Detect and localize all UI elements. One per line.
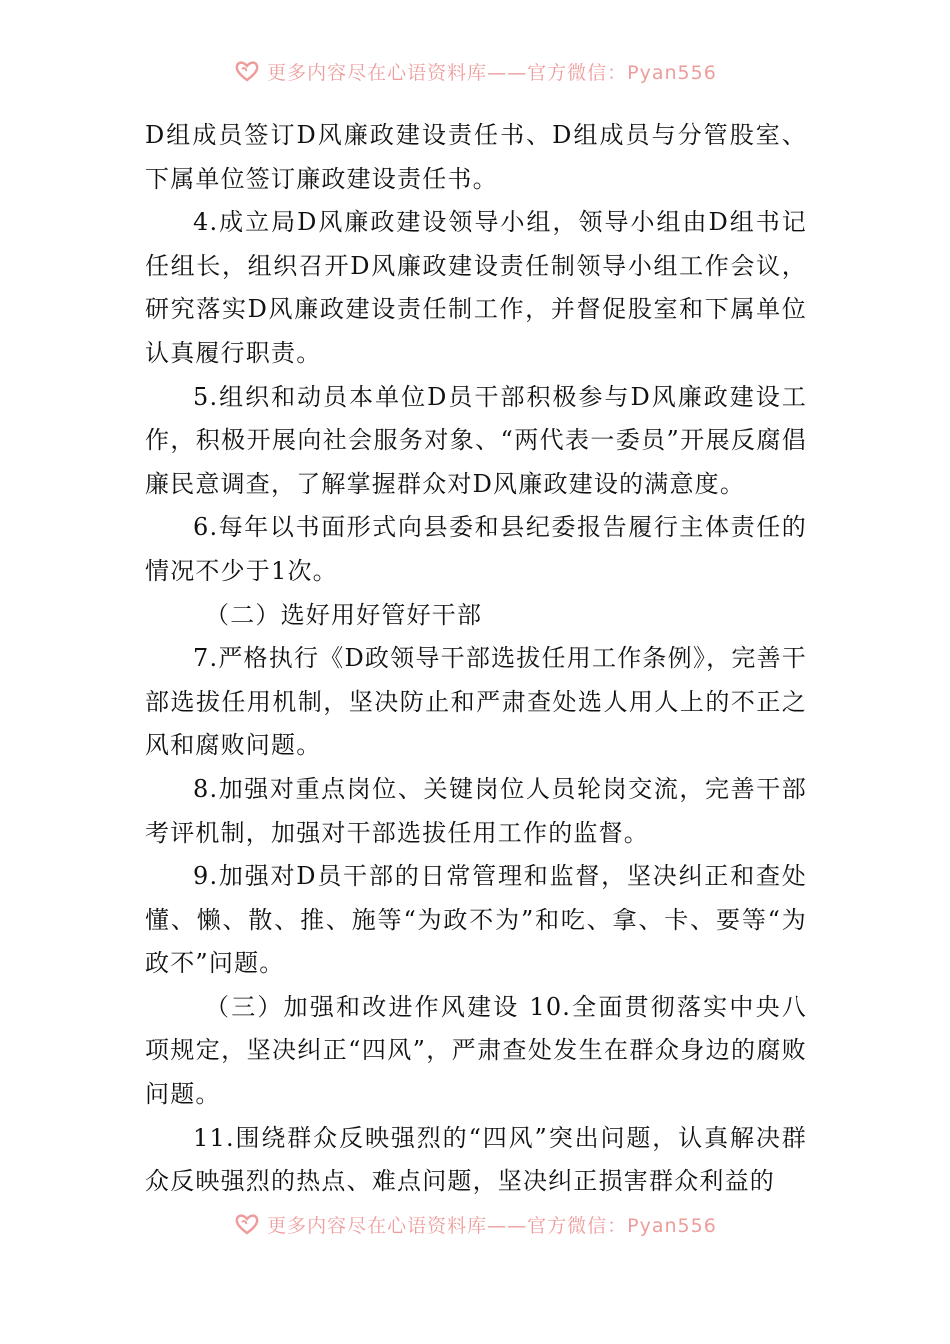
paragraph-item-9: 9.加强对D员干部的日常管理和监督，坚决纠正和查处懂、懒、散、推、施等“为政不为”和吃、拿、卡、要等“为政不”问题。 [145,862,807,978]
paragraph-continuation: D组成员签订D风廉政建设责任书、D组成员与分管股室、下属单位签订廉政建设责任书。 [145,121,807,193]
watermark-text: 更多内容尽在心语资料库——官方微信：Pyan556 [267,61,717,84]
paragraph-item-4: 4.成立局D风廉政建设领导小组，领导小组由D组书记任组长，组织召开D风廉政建设责任制领导小组工作会议，研究落实D风廉政建设责任制工作，并督促股室和下属单位认真履行职责。 [145,208,807,367]
paragraph-item-6: 6.每年以书面形式向县委和县纪委报告履行主体责任的情况不少于1次。 [145,513,807,585]
paragraph-item-7: 7.严格执行《D政领导干部选拔任用工作条例》，完善干部选拔任用机制，坚决防止和严肃查处选人用人上的不正之风和腐败问题。 [145,644,807,760]
watermark-header [0,54,950,88]
watermark-footer [0,1207,950,1241]
watermark-text: 更多内容尽在心语资料库——官方微信：Pyan556 [267,1214,717,1237]
paragraph-item-11: 11.围绕群众反映强烈的“四风”突出问题，认真解决群众反映强烈的热点、难点问题，坚决纠正损害群众利益的 [145,1123,807,1196]
section-heading-3: （三）加强和改进作风建设 10.全面贯彻落实中央八项规定，坚决纠正“四风”，严肃查处发生在群众身边的腐败问题。 [145,992,807,1109]
heart-swirl-icon [233,1210,261,1238]
section-heading-2: （二）选好用好管好干部 [205,600,483,629]
document-body [145,114,807,1204]
paragraph-item-8: 8.加强对重点岗位、关键岗位人员轮岗交流，完善干部考评机制，加强对干部选拔任用工作的监督。 [145,774,807,847]
heart-swirl-icon [233,57,261,85]
paragraph-item-5: 5.组织和动员本单位D员干部积极参与D风廉政建设工作，积极开展向社会服务对象、“两代表一委员”开展反腐倡廉民意调查，了解掌握群众对D风廉政建设的满意度。 [145,382,807,498]
